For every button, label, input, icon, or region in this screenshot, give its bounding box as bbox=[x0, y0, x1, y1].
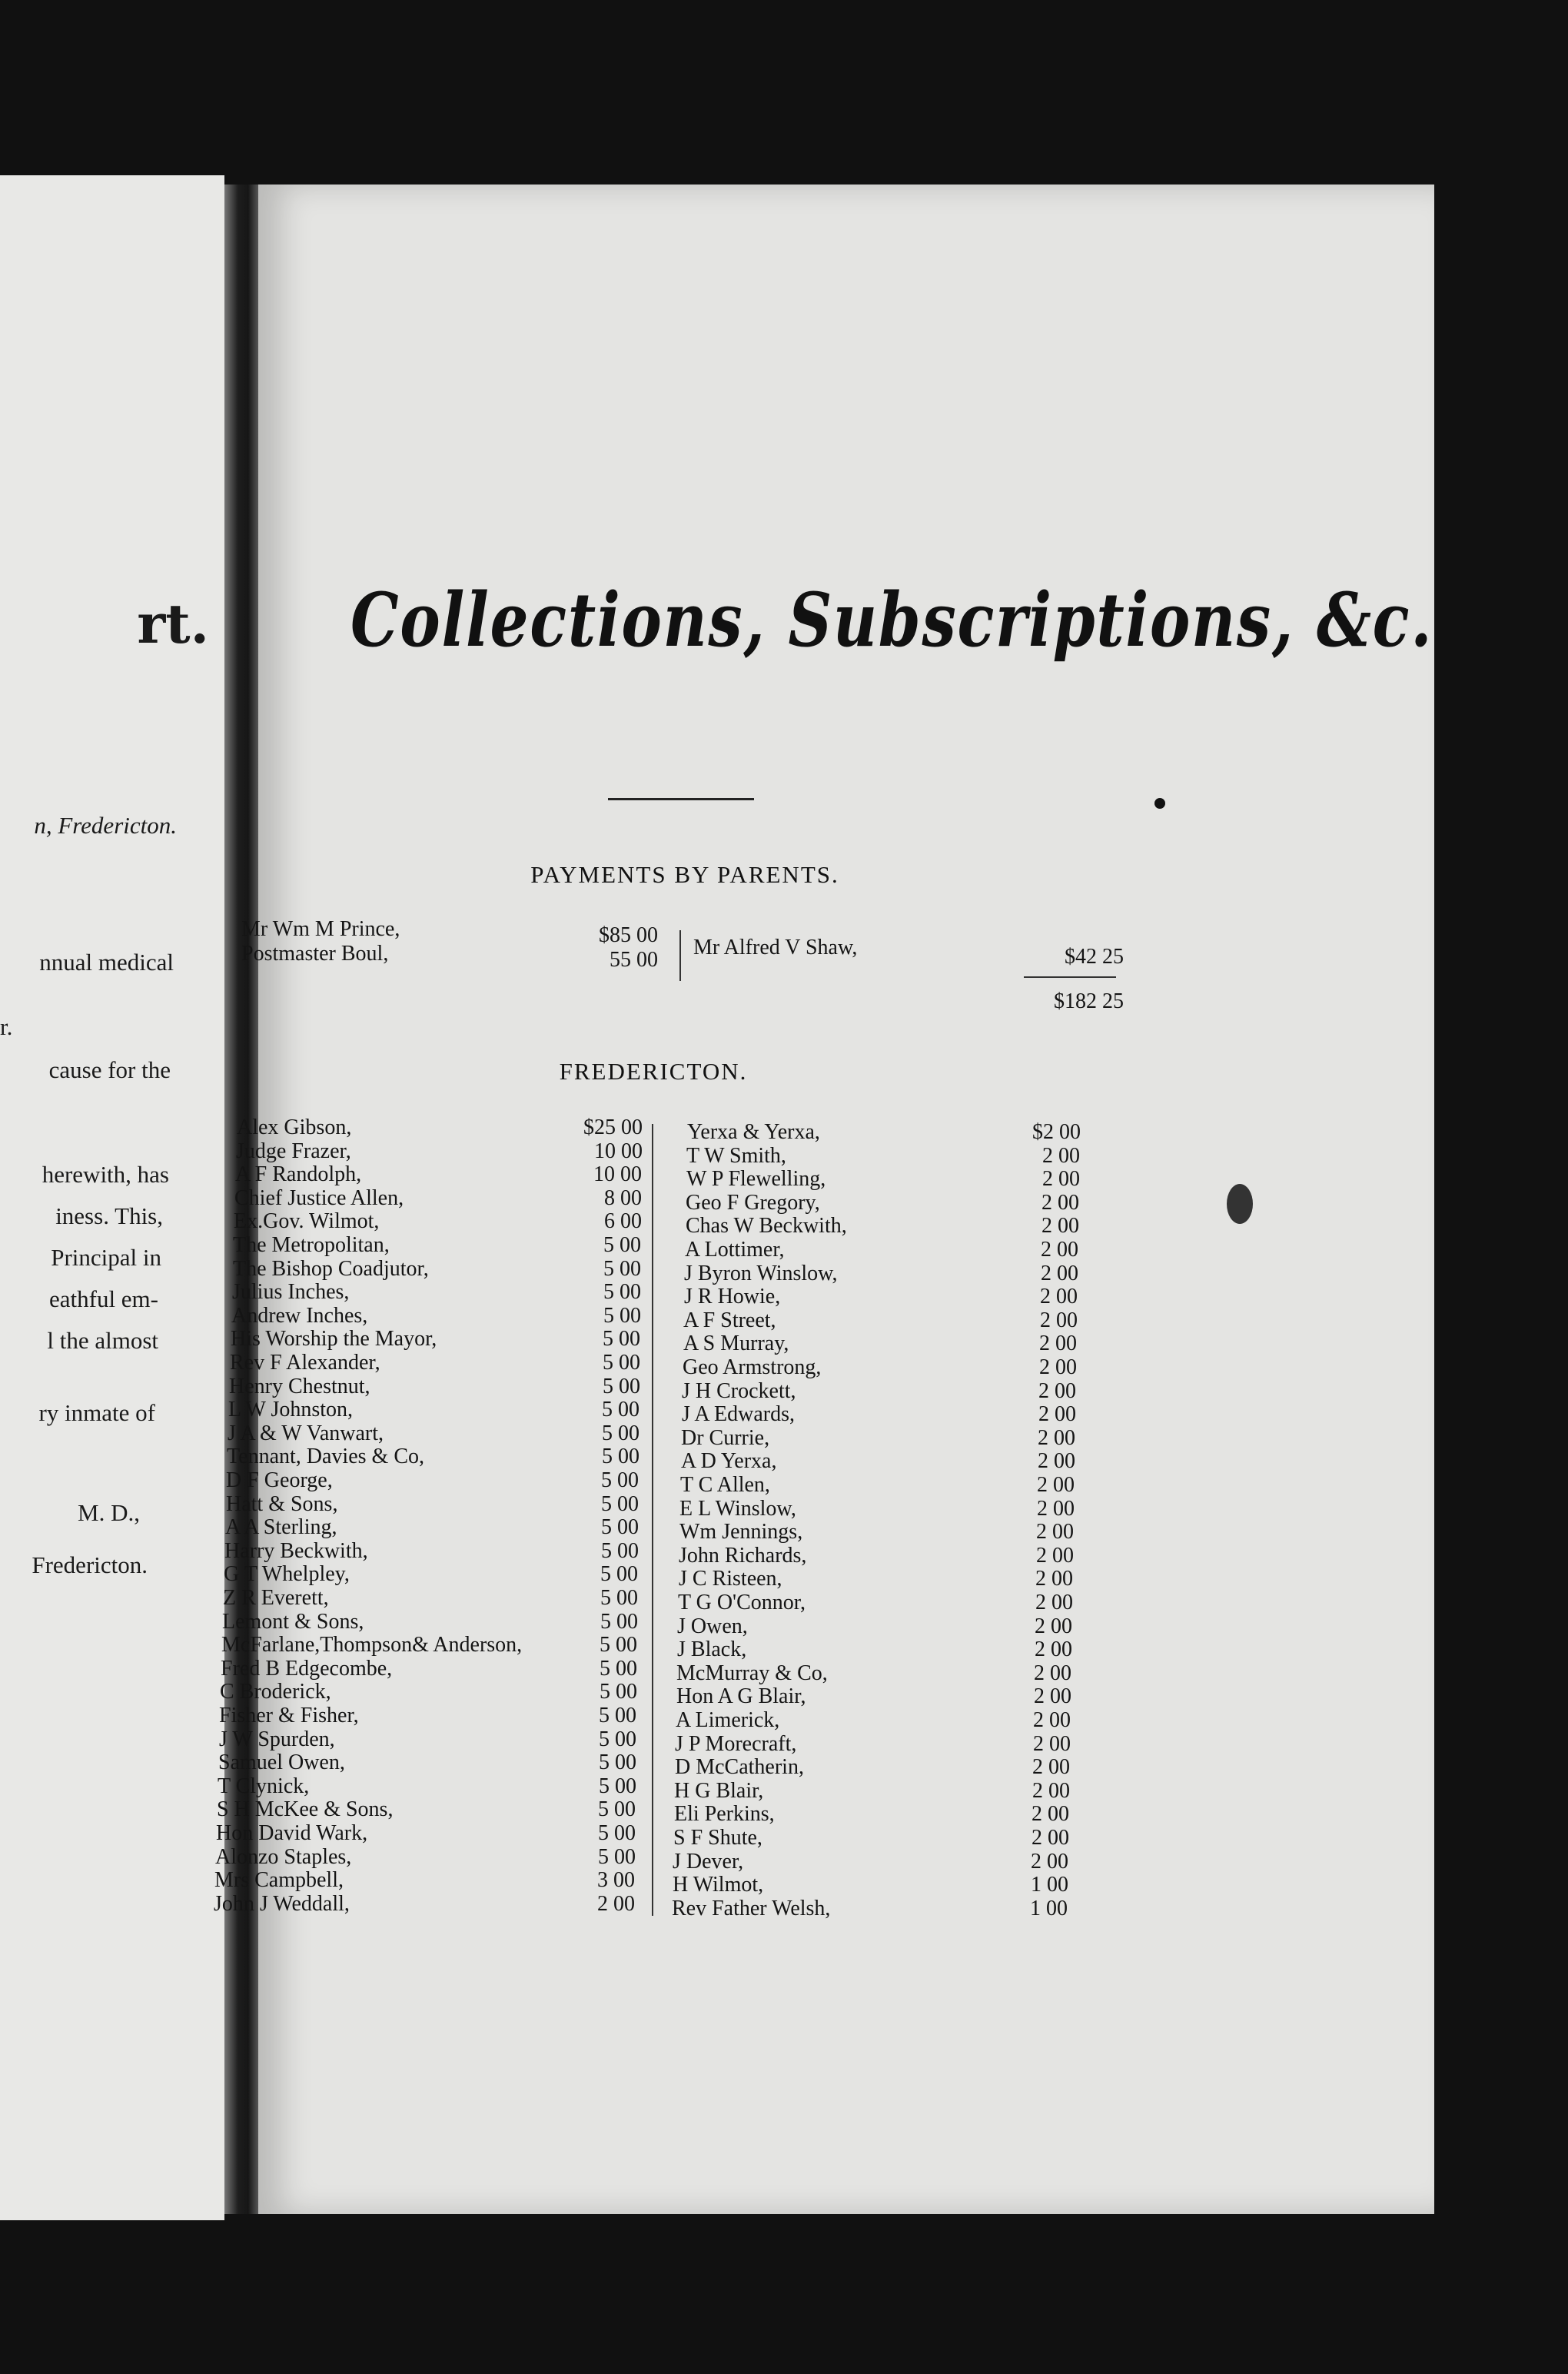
subscriber-name: J P Morecraft, bbox=[675, 1731, 797, 1756]
subscriber-name: Chief Justice Allen, bbox=[234, 1185, 404, 1210]
subscriber-amount: 5 00 bbox=[601, 1468, 639, 1492]
subscriber-amount: 5 00 bbox=[602, 1398, 639, 1422]
left-fragment-line: l the almost bbox=[47, 1327, 158, 1354]
subscriber-name: Geo F Gregory, bbox=[686, 1190, 820, 1215]
left-fragment-line: Fredericton. bbox=[32, 1551, 148, 1578]
subscriber-amount: 5 00 bbox=[599, 1704, 636, 1727]
parents-entry-name: Mr Wm M Prince, bbox=[241, 917, 400, 941]
subscriber-name: McFarlane,Thompson& Anderson, bbox=[221, 1633, 523, 1657]
subscriber-name: Hon David Wark, bbox=[216, 1821, 368, 1845]
subscriber-amount: 10 00 bbox=[594, 1139, 643, 1163]
subscriber-name: Z R Everett, bbox=[223, 1586, 329, 1610]
subscriber-amount: 2 00 bbox=[1038, 1449, 1075, 1474]
fredericton-column-divider bbox=[652, 1124, 653, 1916]
subscriber-amount: 2 00 bbox=[1037, 1473, 1075, 1497]
parents-heading: PAYMENTS BY PARENTS. bbox=[530, 861, 839, 888]
subscriber-amount: 3 00 bbox=[597, 1868, 635, 1893]
subscriber-name: John Richards, bbox=[679, 1543, 807, 1568]
subscriber-name: J Owen, bbox=[677, 1614, 748, 1638]
subscriber-name: J Byron Winslow, bbox=[684, 1261, 838, 1285]
page-title: Collections, Subscriptions, &c. bbox=[350, 577, 1433, 663]
subscriber-amount: 5 00 bbox=[599, 1774, 636, 1798]
subscriber-name: W P Flewelling, bbox=[686, 1167, 826, 1192]
subscriber-name: H G Blair, bbox=[674, 1778, 764, 1803]
subscriber-amount: 1 00 bbox=[1031, 1873, 1068, 1897]
subscriber-amount: 2 00 bbox=[1035, 1591, 1073, 1614]
subscriber-name: J R Howie, bbox=[684, 1285, 781, 1309]
subscriber-amount: 2 00 bbox=[1032, 1755, 1070, 1780]
parents-entry-name: Postmaster Boul, bbox=[241, 942, 389, 966]
parents-column-divider bbox=[679, 930, 681, 981]
subscriber-amount: 2 00 bbox=[1031, 1802, 1069, 1827]
subscriber-name: A S Murray, bbox=[683, 1332, 789, 1356]
subscriber-name: Rev Father Welsh, bbox=[672, 1896, 831, 1920]
subscriber-name: G T Whelpley, bbox=[224, 1562, 350, 1587]
subscriber-name: D F George, bbox=[226, 1468, 333, 1492]
subscriber-name: Hon A G Blair, bbox=[676, 1684, 806, 1709]
subscriber-name: Chas W Beckwith, bbox=[686, 1214, 847, 1239]
parents-entry-name: Mr Alfred V Shaw, bbox=[693, 936, 858, 959]
subscriber-amount: 2 00 bbox=[1040, 1308, 1078, 1332]
subscriber-amount: 5 00 bbox=[603, 1233, 641, 1257]
subscriber-amount: 5 00 bbox=[603, 1256, 641, 1281]
left-fragment-line: r. bbox=[0, 1013, 13, 1040]
subscriber-name: A A Sterling, bbox=[225, 1515, 337, 1540]
subscriber-amount: 5 00 bbox=[599, 1727, 636, 1751]
subscriber-amount: 2 00 bbox=[1033, 1708, 1071, 1732]
subscriber-amount: 5 00 bbox=[600, 1562, 638, 1587]
subscriber-amount: 2 00 bbox=[1031, 1849, 1068, 1874]
subscriber-amount: 2 00 bbox=[1035, 1638, 1072, 1662]
subscriber-name: A F Randolph, bbox=[235, 1162, 362, 1187]
subscriber-name: Tennant, Davies & Co, bbox=[227, 1445, 424, 1469]
subscriber-amount: 2 00 bbox=[1034, 1661, 1071, 1685]
subscriber-name: Harry Beckwith, bbox=[224, 1538, 368, 1563]
subscriber-amount: 2 00 bbox=[1038, 1378, 1076, 1403]
subscriber-name: Alex Gibson, bbox=[237, 1116, 352, 1139]
subscriber-amount: 5 00 bbox=[603, 1351, 640, 1375]
subscriber-amount: $25 00 bbox=[583, 1116, 643, 1139]
subscriber-name: J C Risteen, bbox=[679, 1567, 782, 1591]
subscriber-amount: 5 00 bbox=[603, 1280, 641, 1305]
subscriber-amount: 2 00 bbox=[1042, 1143, 1080, 1168]
subscriber-name: The Bishop Coadjutor, bbox=[233, 1256, 429, 1281]
left-fragment-line: Principal in bbox=[51, 1244, 161, 1271]
subscriber-amount: 2 00 bbox=[1036, 1520, 1074, 1544]
subscriber-amount: 5 00 bbox=[600, 1609, 638, 1634]
subscriber-amount: 2 00 bbox=[597, 1891, 635, 1916]
subscriber-name: Geo Armstrong, bbox=[683, 1355, 822, 1379]
subscriber-name: J H Crockett, bbox=[682, 1378, 796, 1403]
left-fragment-line: M. D., bbox=[78, 1499, 140, 1526]
left-fragment-line: nnual medical bbox=[39, 949, 174, 976]
subscriber-amount: 2 00 bbox=[1035, 1614, 1072, 1638]
parents-entry-amount: $85 00 bbox=[599, 923, 658, 947]
subscriber-name: A D Yerxa, bbox=[681, 1449, 777, 1474]
subscriber-name: Yerxa & Yerxa, bbox=[687, 1120, 820, 1144]
title-divider bbox=[608, 798, 754, 800]
subscriber-amount: 5 00 bbox=[600, 1680, 637, 1704]
subscriber-amount: 6 00 bbox=[604, 1209, 642, 1234]
subscriber-name: J A & W Vanwart, bbox=[228, 1421, 384, 1445]
subscriber-name: Hatt & Sons, bbox=[226, 1491, 338, 1516]
subscriber-name: His Worship the Mayor, bbox=[231, 1327, 437, 1352]
subscriber-amount: 5 00 bbox=[603, 1327, 640, 1352]
subscriber-amount: 5 00 bbox=[599, 1751, 636, 1775]
subscriber-name: C Broderick, bbox=[220, 1680, 331, 1704]
subscriber-amount: 5 00 bbox=[603, 1374, 640, 1398]
subscriber-amount: 2 00 bbox=[1035, 1567, 1073, 1591]
subscriber-name: Henry Chestnut, bbox=[229, 1374, 370, 1398]
subscriber-amount: 5 00 bbox=[603, 1303, 641, 1328]
subscriber-name: Rev F Alexander, bbox=[230, 1351, 380, 1375]
subscriber-name: Fisher & Fisher, bbox=[219, 1704, 359, 1727]
subscriber-name: Wm Jennings, bbox=[679, 1520, 803, 1544]
subscriber-amount: 2 00 bbox=[1039, 1332, 1077, 1356]
subscriber-name: J A Edwards, bbox=[682, 1402, 795, 1427]
subscriber-amount: 2 00 bbox=[1038, 1425, 1075, 1450]
subscriber-name: Julius Inches, bbox=[232, 1280, 350, 1305]
subscriber-name: Lemont & Sons, bbox=[222, 1609, 364, 1634]
subscriber-name: A F Street, bbox=[683, 1308, 776, 1332]
subscriber-amount: 2 00 bbox=[1034, 1684, 1071, 1709]
left-fragment-line: cause for the bbox=[48, 1056, 171, 1083]
parents-entry-amount: 55 00 bbox=[610, 948, 658, 972]
parents-total-rule bbox=[1024, 976, 1116, 978]
subscriber-name: Alonzo Staples, bbox=[215, 1844, 352, 1869]
subscriber-amount: 2 00 bbox=[1032, 1778, 1070, 1803]
subscriber-amount: 1 00 bbox=[1030, 1896, 1068, 1920]
subscriber-name: D McCatherin, bbox=[675, 1755, 804, 1780]
subscriber-amount: 5 00 bbox=[600, 1656, 637, 1681]
subscriber-name: Judge Frazer, bbox=[236, 1139, 351, 1163]
subscriber-name: E L Winslow, bbox=[679, 1496, 796, 1521]
left-fragment-line: eathful em- bbox=[48, 1285, 158, 1312]
subscriber-amount: 2 00 bbox=[1040, 1285, 1078, 1309]
subscriber-name: J Dever, bbox=[673, 1849, 744, 1874]
subscriber-name: Mrs Campbell, bbox=[214, 1868, 344, 1893]
parents-entry-amount: $42 25 bbox=[1065, 945, 1124, 969]
document-page bbox=[214, 185, 1434, 2214]
subscriber-name: The Metropolitan, bbox=[233, 1233, 390, 1257]
subscriber-amount: 2 00 bbox=[1031, 1826, 1069, 1850]
subscriber-name: Eli Perkins, bbox=[674, 1802, 775, 1827]
subscriber-amount: 5 00 bbox=[598, 1844, 636, 1869]
subscriber-amount: 2 00 bbox=[1041, 1190, 1079, 1215]
left-page-fragment bbox=[0, 175, 224, 2220]
left-fragment-line: n, Fredericton. bbox=[34, 812, 177, 839]
subscriber-amount: 2 00 bbox=[1041, 1238, 1078, 1262]
subscriber-amount: 5 00 bbox=[602, 1445, 639, 1469]
subscriber-name: John J Weddall, bbox=[214, 1891, 350, 1916]
subscriber-name: A Lottimer, bbox=[685, 1238, 785, 1262]
subscriber-name: T G O'Connor, bbox=[678, 1591, 806, 1614]
subscriber-amount: 5 00 bbox=[601, 1538, 639, 1563]
ink-spot bbox=[1227, 1184, 1253, 1224]
subscriber-name: Fred B Edgecombe, bbox=[221, 1656, 393, 1681]
subscriber-name: T C Allen, bbox=[680, 1473, 770, 1497]
parents-total: $182 25 bbox=[1054, 989, 1124, 1013]
left-fragment-line: iness. This, bbox=[55, 1202, 163, 1229]
subscriber-amount: 5 00 bbox=[600, 1633, 637, 1657]
subscriber-amount: 2 00 bbox=[1036, 1543, 1074, 1568]
subscriber-name: Andrew Inches, bbox=[231, 1303, 368, 1328]
subscriber-name: L W Johnston, bbox=[228, 1398, 354, 1422]
subscriber-amount: 5 00 bbox=[601, 1491, 639, 1516]
subscriber-name: H Wilmot, bbox=[673, 1873, 764, 1897]
subscriber-name: T Clynick, bbox=[218, 1774, 310, 1798]
subscriber-amount: 2 00 bbox=[1038, 1402, 1076, 1427]
subscriber-amount: 5 00 bbox=[602, 1421, 639, 1445]
fredericton-heading: FREDERICTON. bbox=[559, 1058, 748, 1085]
left-fragment-line: herewith, has bbox=[42, 1161, 169, 1188]
subscriber-amount: 5 00 bbox=[598, 1797, 636, 1822]
subscriber-amount: 2 00 bbox=[1041, 1214, 1079, 1239]
subscriber-name: A Limerick, bbox=[676, 1708, 780, 1732]
subscriber-name: Samuel Owen, bbox=[218, 1751, 345, 1775]
subscriber-name: T W Smith, bbox=[686, 1143, 786, 1168]
subscriber-amount: 5 00 bbox=[600, 1586, 638, 1610]
subscriber-name: Ex.Gov. Wilmot, bbox=[234, 1209, 380, 1234]
subscriber-amount: 5 00 bbox=[598, 1821, 636, 1845]
subscriber-amount: 2 00 bbox=[1037, 1496, 1075, 1521]
subscriber-name: J W Spurden, bbox=[219, 1727, 335, 1751]
subscriber-name: Dr Currie, bbox=[681, 1425, 770, 1450]
subscriber-amount: 8 00 bbox=[604, 1185, 642, 1210]
subscriber-amount: $2 00 bbox=[1032, 1120, 1081, 1144]
subscriber-amount: 2 00 bbox=[1041, 1261, 1078, 1285]
subscriber-amount: 5 00 bbox=[601, 1515, 639, 1540]
subscriber-amount: 2 00 bbox=[1042, 1167, 1080, 1192]
subscriber-name: J Black, bbox=[677, 1638, 747, 1662]
subscriber-amount: 2 00 bbox=[1039, 1355, 1077, 1379]
subscriber-amount: 2 00 bbox=[1033, 1731, 1071, 1756]
left-fragment-heading: rt. bbox=[137, 592, 209, 656]
subscriber-name: S H McKee & Sons, bbox=[217, 1797, 394, 1822]
subscriber-name: McMurray & Co, bbox=[676, 1661, 828, 1685]
subscriber-amount: 10 00 bbox=[593, 1162, 642, 1187]
subscriber-name: S F Shute, bbox=[673, 1826, 762, 1850]
ink-spot bbox=[1154, 798, 1165, 809]
left-fragment-line: ry inmate of bbox=[38, 1399, 155, 1426]
